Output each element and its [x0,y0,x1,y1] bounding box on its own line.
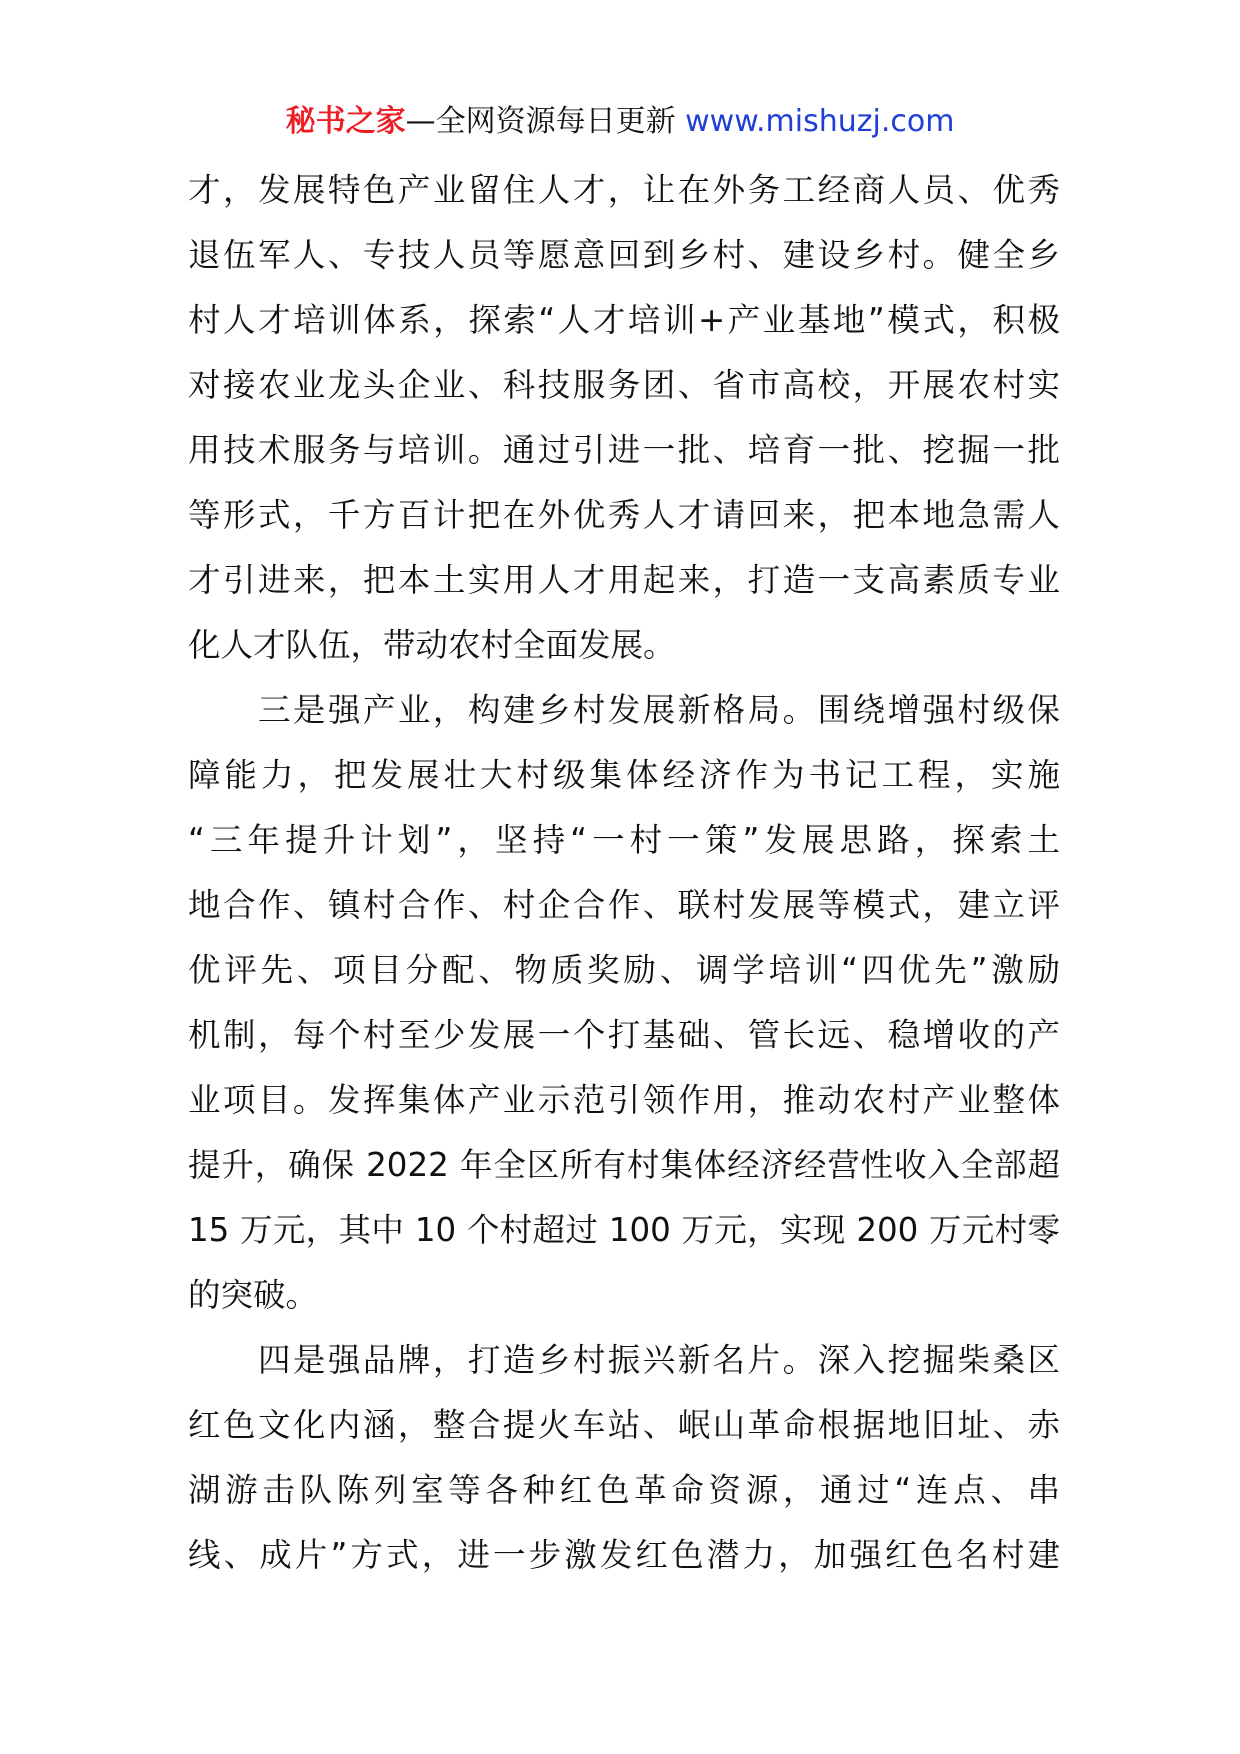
document-body [188,158,1060,1588]
text-line: 业项目。发挥集体产业示范引领作用，推动农村产业整体 [188,1081,1060,1119]
text-line: 地合作、镇村合作、村企合作、联村发展等模式，建立评 [188,886,1060,924]
text-line: 才引进来，把本土实用人才用起来，打造一支高素质专业 [188,561,1060,599]
text-line: 红色文化内涵，整合提火车站、岷山革命根据地旧址、赤 [188,1406,1060,1444]
text-line: 用技术服务与培训。通过引进一批、培育一批、挖掘一批 [188,431,1060,469]
text-line: 障能力，把发展壮大村级集体经济作为书记工程，实施 [188,756,1060,794]
text-line: 三是强产业，构建乡村发展新格局。围绕增强村级保 [188,691,1060,729]
text-line: 提升，确保 2022 年全区所有村集体经济经营性收入全部超 [188,1146,1060,1184]
site-brand: 秘书之家 [285,104,406,139]
text-line: 线、成片”方式，进一步激发红色潜力，加强红色名村建 [188,1536,1060,1574]
text-line: 机制，每个村至少发展一个打基础、管长远、稳增收的产 [188,1016,1060,1054]
text-line: 等形式，千方百计把在外优秀人才请回来，把本地急需人 [188,496,1060,534]
text-line: 化人才队伍，带动农村全面发展。 [188,626,676,664]
text-line: 退伍军人、专技人员等愿意回到乡村、建设乡村。健全乡 [188,236,1060,274]
text-line: “三年提升计划”，坚持“一村一策”发展思路，探索土 [188,821,1060,859]
site-tagline: —全网资源每日更新 [405,104,686,139]
text-line: 15 万元，其中 10 个村超过 100 万元，实现 200 万元村零 [188,1211,1060,1249]
text-line: 才，发展特色产业留住人才，让在外务工经商人员、优秀 [188,171,1060,209]
text-line: 对接农业龙头企业、科技服务团、省市高校，开展农村实 [188,366,1060,404]
text-line: 优评先、项目分配、物质奖励、调学培训“四优先”激励 [188,951,1060,989]
text-line: 湖游击队陈列室等各种红色革命资源，通过“连点、串 [188,1471,1060,1509]
site-url-link[interactable]: www.mishuzj.com [685,104,955,139]
text-line: 四是强品牌，打造乡村振兴新名片。深入挖掘柴桑区 [188,1341,1060,1379]
site-header [0,100,1240,144]
text-line: 村人才培训体系，探索“人才培训+产业基地”模式，积极 [188,301,1060,339]
text-line: 的突破。 [188,1276,319,1314]
